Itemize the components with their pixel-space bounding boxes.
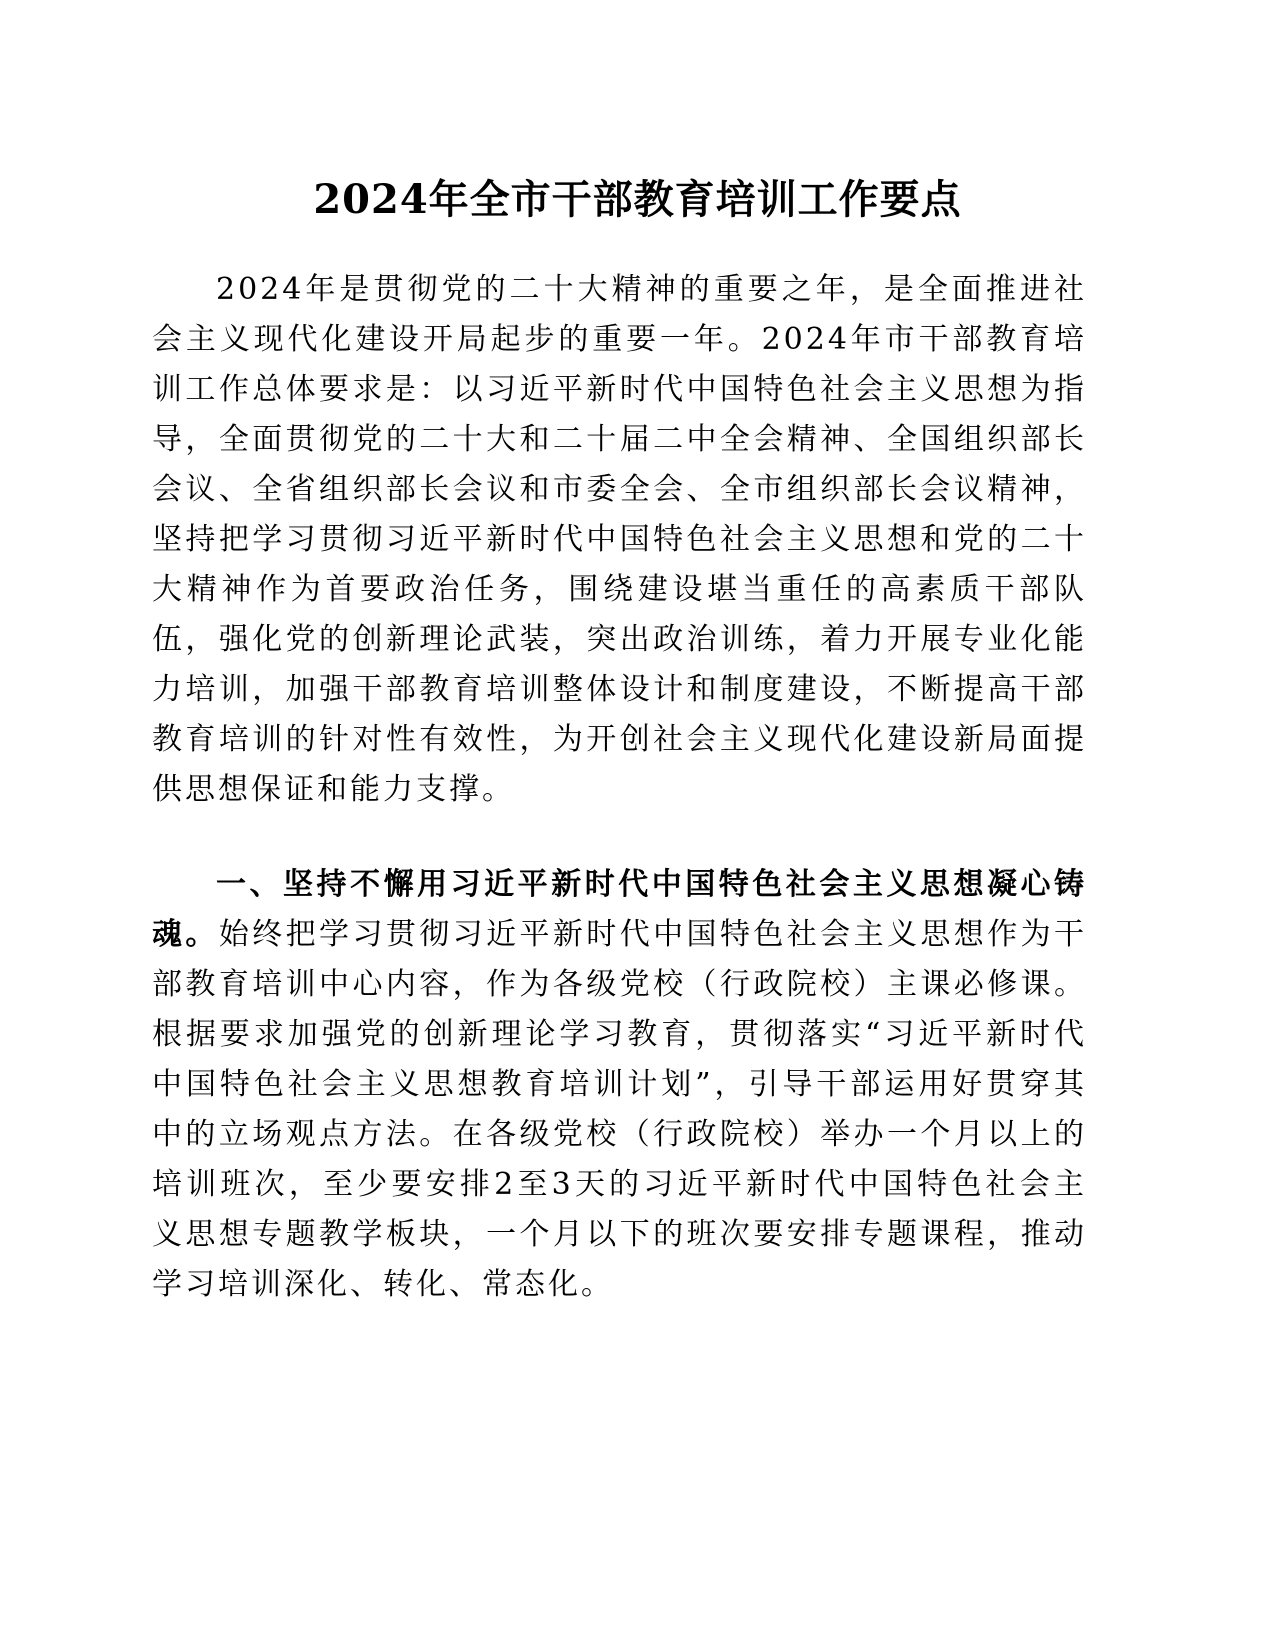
intro-paragraph: 2024年是贯彻党的二十大精神的重要之年，是全面推进社会主义现代化建设开局起步的重要一年。2024年市干部教育培训工作总体要求是：以习近平新时代中国特色社会主义思想为指导，全面贯彻党的二十大和二十届二中全会精神、全国组织部长会议、全省组织部长会议和市委全会、全市组织部长会议精神，坚持把学习贯彻习近平新时代中国特色社会主义思想和党的二十大精神作为首要政治任务，围绕建设堪当重任的高素质干部队伍，强化党的创新理论武装，突出政治训练，着力开展专业化能力培训，加强干部教育培训整体设计和制度建设，不断提高干部教育培训的针对性有效性，为开创社会主义现代化建设新局面提供思想保证和能力支撑。 [152, 272, 1087, 807]
section-one-heading: 一、坚持不懈用习近平新时代中国特色社会主义思想凝心铸魂。 [152, 867, 1087, 952]
section-one-body: 始终把学习贯彻习近平新时代中国特色社会主义思想作为干部教育培训中心内容，作为各级党校（行政院校）主课必修课。根据要求加强党的创新理论学习教育，贯彻落实“习近平新时代中国特色社会主义思想教育培训计划”，引导干部运用好贯穿其中的立场观点方法。在各级党校（行政院校）举办一个月以上的培训班次，至少要安排2至3天的习近平新时代中国特色社会主义思想专题教学板块，一个月以下的班次要安排专题课程，推动学习培训深化、转化、常态化。 [152, 917, 1088, 1302]
section-one-paragraph [152, 860, 1087, 1310]
document-title: 2024年全市干部教育培训工作要点 [313, 176, 962, 223]
